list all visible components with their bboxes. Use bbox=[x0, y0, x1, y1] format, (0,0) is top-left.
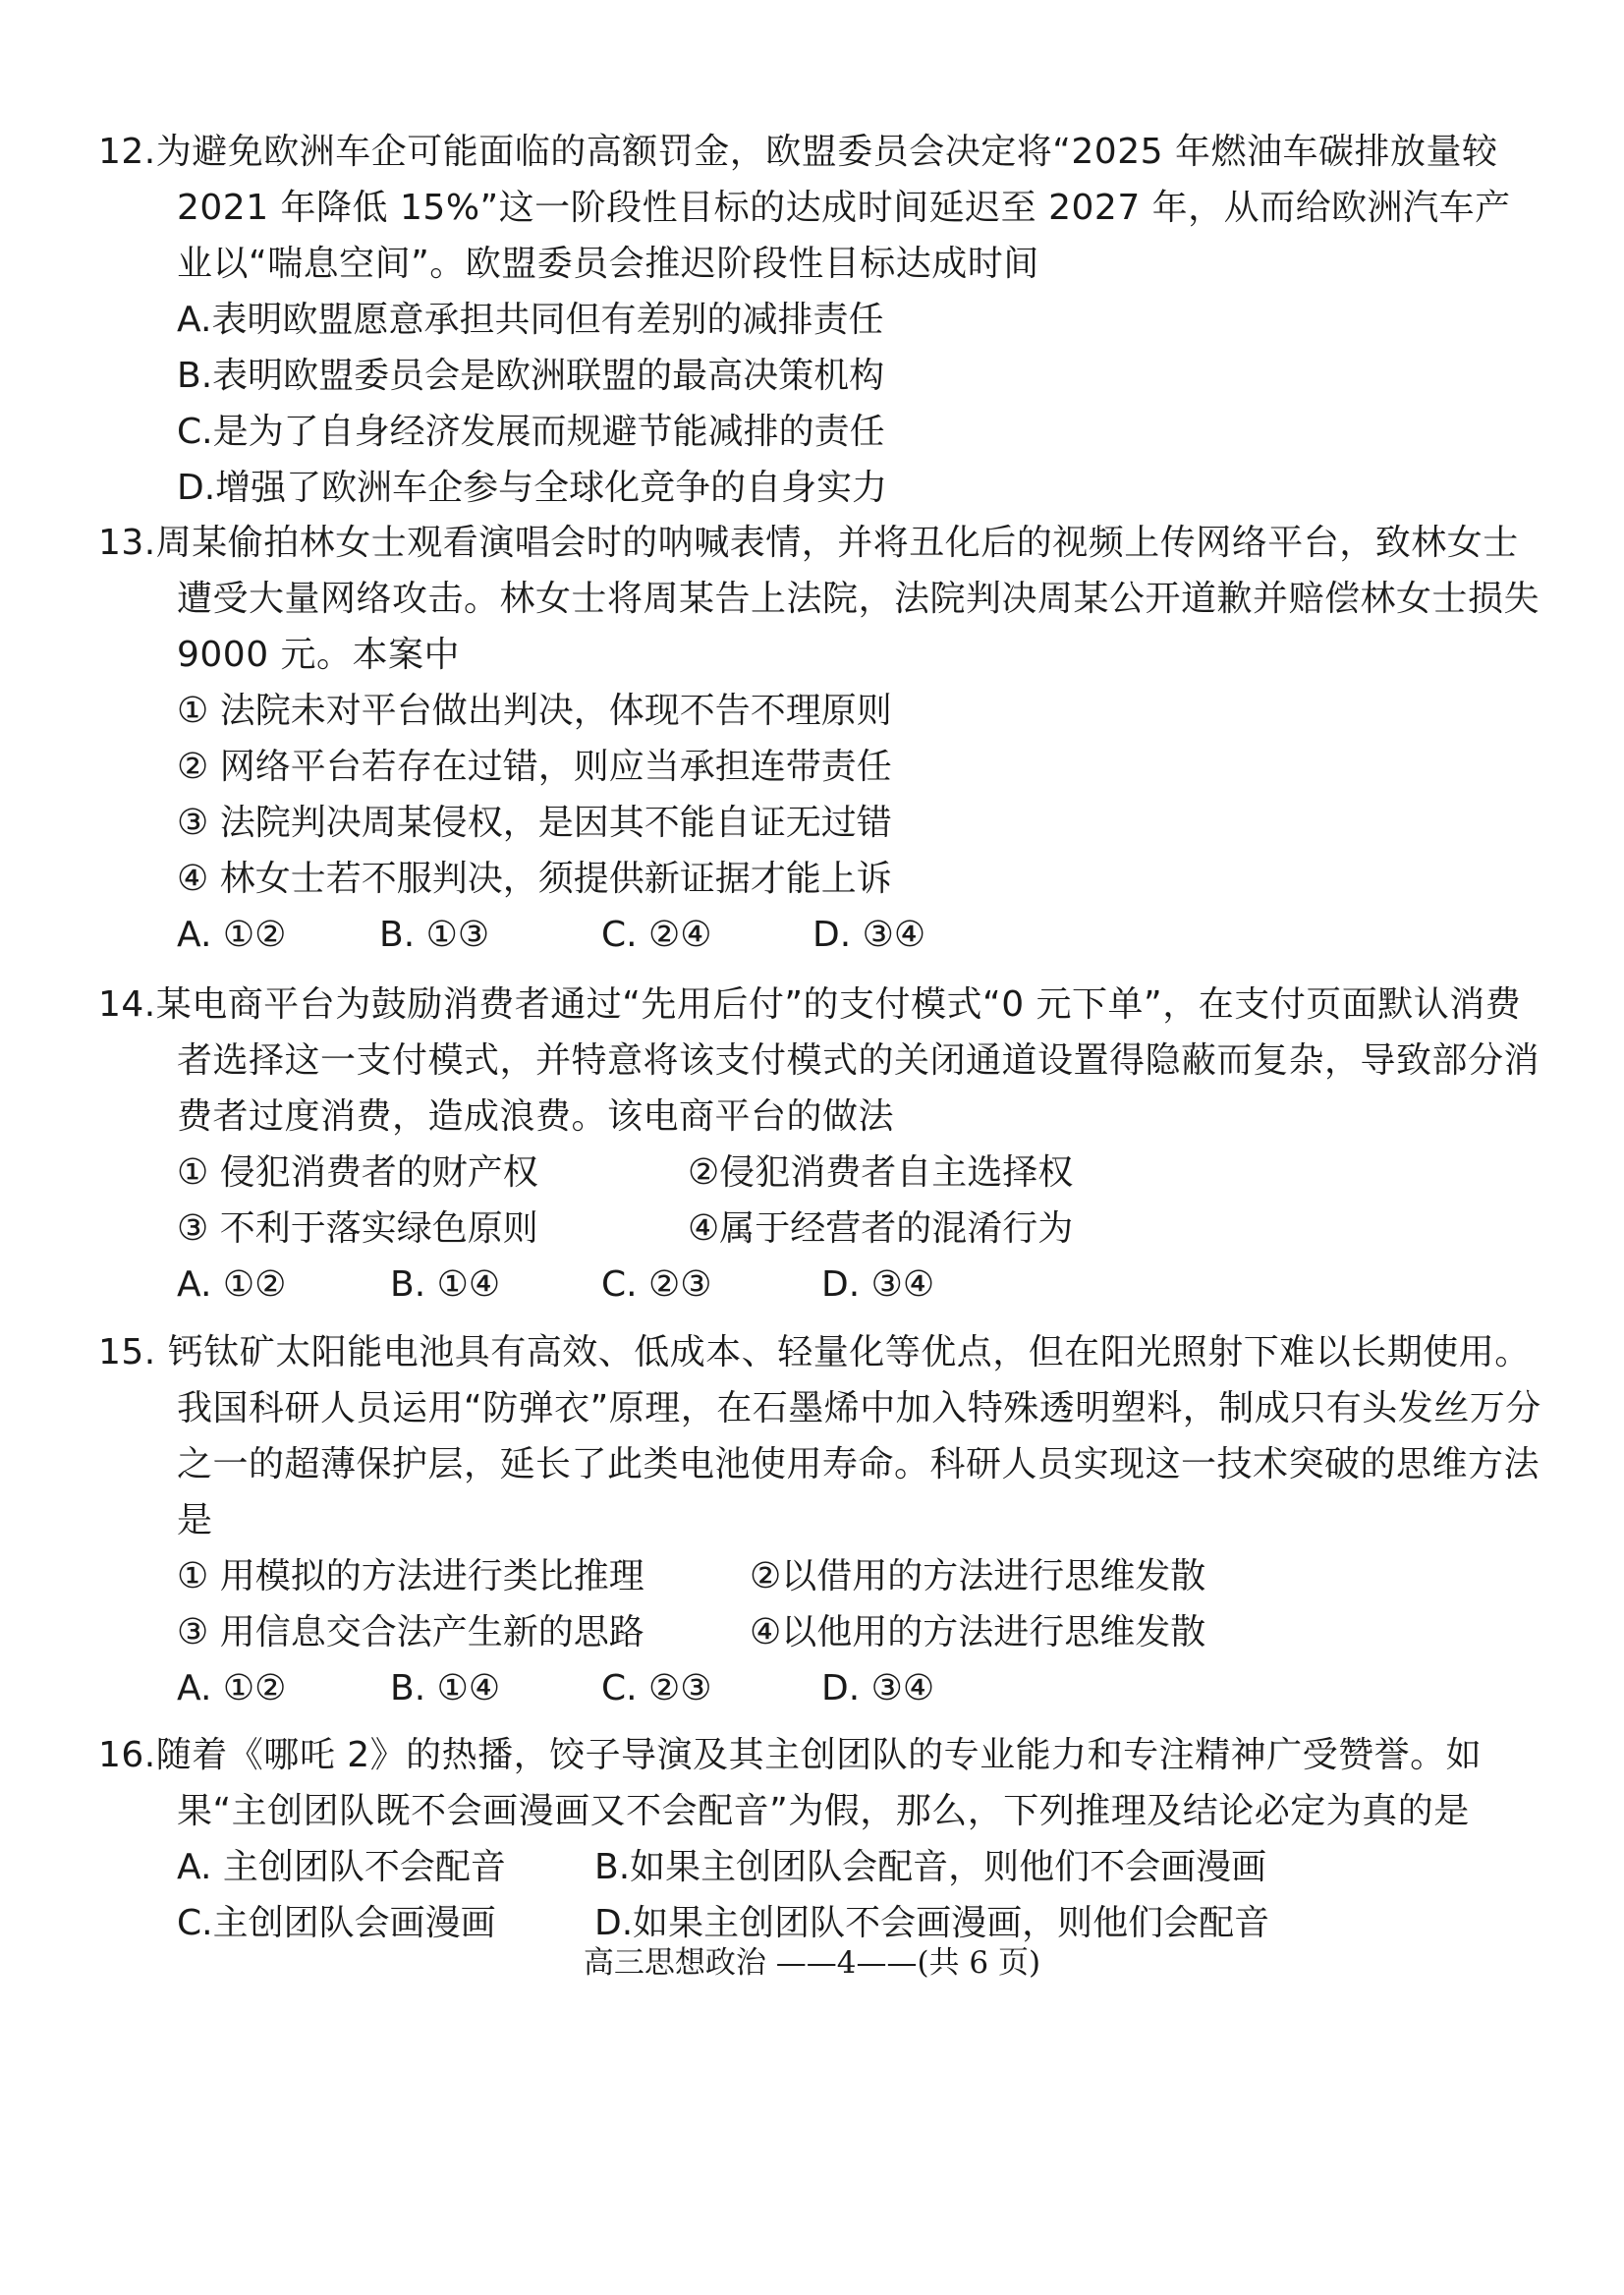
statement-1: ① 法院未对平台做出判决，体现不告不理原则 bbox=[177, 691, 892, 731]
choice-row bbox=[98, 1257, 1542, 1313]
option-d: D.增强了欧洲车企参与全球化竞争的自身实力 bbox=[177, 468, 888, 508]
question-stem: 13.周某偷拍林女士观看演唱会时的呐喊表情，并将丑化后的视频上传网络平台，致林女士遭受大量网络攻击。林女士将周某告上法院，法院判决周某公开道歉并赔偿林女士损失 9000 元。本案中 bbox=[98, 523, 1540, 675]
statement-2: ②侵犯消费者自主选择权 bbox=[688, 1152, 1074, 1193]
choice-c: C. ②③ bbox=[601, 1668, 712, 1708]
choice-d: D. ③④ bbox=[821, 1668, 935, 1708]
question-16 bbox=[98, 1727, 1542, 1951]
statement-4: ④ 林女士若不服判决，须提供新证据才能上诉 bbox=[177, 859, 892, 899]
option-b: B.如果主创团队会配音，则他们不会画漫画 bbox=[594, 1847, 1267, 1887]
statement-2: ② 网络平台若存在过错，则应当承担连带责任 bbox=[177, 747, 892, 787]
choice-b: B. ①③ bbox=[379, 915, 490, 955]
choice-a: A. ①② bbox=[177, 1264, 287, 1305]
choice-b: B. ①④ bbox=[390, 1668, 501, 1708]
statement-4: ④以他用的方法进行思维发散 bbox=[750, 1612, 1206, 1652]
choice-a: A. ①② bbox=[177, 915, 287, 955]
choice-row bbox=[98, 907, 1542, 963]
statement-3: ③ 用信息交合法产生新的思路 bbox=[177, 1612, 644, 1652]
choice-c: C. ②④ bbox=[601, 915, 712, 955]
choice-row bbox=[98, 1660, 1542, 1716]
choice-d: D. ③④ bbox=[812, 915, 926, 955]
question-stem: 16.随着《哪吒 2》的热播，饺子导演及其主创团队的专业能力和专注精神广受赞誉。如果“主创团队既不会画漫画又不会配音”为假，那么，下列推理及结论必定为真的是 bbox=[98, 1735, 1483, 1831]
option-a: A. 主创团队不会配音 bbox=[177, 1847, 506, 1887]
question-13 bbox=[98, 515, 1542, 963]
statement-2: ②以借用的方法进行思维发散 bbox=[750, 1556, 1206, 1596]
statement-3: ③ 不利于落实绿色原则 bbox=[177, 1208, 538, 1249]
choice-b: B. ①④ bbox=[390, 1264, 501, 1305]
question-14 bbox=[98, 977, 1542, 1313]
statement-4: ④属于经营者的混淆行为 bbox=[688, 1208, 1074, 1249]
page-footer: 高三思想政治 ——4——(共 6 页) bbox=[583, 1945, 1041, 1981]
option-row-1 bbox=[98, 1839, 1542, 1895]
option-d: D.如果主创团队不会画漫画，则他们会配音 bbox=[594, 1903, 1270, 1943]
question-stem: 15. 钙钛矿太阳能电池具有高效、低成本、轻量化等优点，但在阳光照射下难以长期使用。我国科研人员运用“防弹衣”原理，在石墨烯中加入特殊透明塑料，制成只有头发丝万分之一的超薄保护层，延长了此类电池使用寿命。科研人员实现这一技术突破的思维方法是 bbox=[98, 1332, 1541, 1540]
choice-a: A. ①② bbox=[177, 1668, 287, 1708]
statement-row-2 bbox=[98, 1201, 1542, 1257]
option-c: C.主创团队会画漫画 bbox=[177, 1903, 496, 1943]
statement-3: ③ 法院判决周某侵权，是因其不能自证无过错 bbox=[177, 803, 892, 843]
question-15 bbox=[98, 1324, 1542, 1716]
option-c: C.是为了自身经济发展而规避节能减排的责任 bbox=[177, 412, 885, 452]
question-stem: 12.为避免欧洲车企可能面临的高额罚金，欧盟委员会决定将“2025 年燃油车碳排放量较 2021 年降低 15%”这一阶段性目标的达成时间延迟至 2027 年，从而给欧洲汽车产业以“喘息空间”。欧盟委员会推迟阶段性目标达成时间 bbox=[98, 132, 1511, 284]
option-b: B.表明欧盟委员会是欧洲联盟的最高决策机构 bbox=[177, 356, 885, 396]
question-12 bbox=[98, 124, 1542, 516]
statement-1: ① 用模拟的方法进行类比推理 bbox=[177, 1556, 644, 1596]
question-stem: 14.某电商平台为鼓励消费者通过“先用后付”的支付模式“0 元下单”，在支付页面默认消费者选择这一支付模式，并特意将该支付模式的关闭通道设置得隐蔽而复杂，导致部分消费者过度消费，造成浪费。该电商平台的做法 bbox=[98, 984, 1540, 1137]
statement-row-2 bbox=[98, 1604, 1542, 1660]
choice-c: C. ②③ bbox=[601, 1264, 712, 1305]
statement-row-1 bbox=[98, 1548, 1542, 1604]
choice-d: D. ③④ bbox=[821, 1264, 935, 1305]
statement-row-1 bbox=[98, 1145, 1542, 1201]
statement-1: ① 侵犯消费者的财产权 bbox=[177, 1152, 538, 1193]
option-a: A.表明欧盟愿意承担共同但有差别的减排责任 bbox=[177, 300, 884, 340]
